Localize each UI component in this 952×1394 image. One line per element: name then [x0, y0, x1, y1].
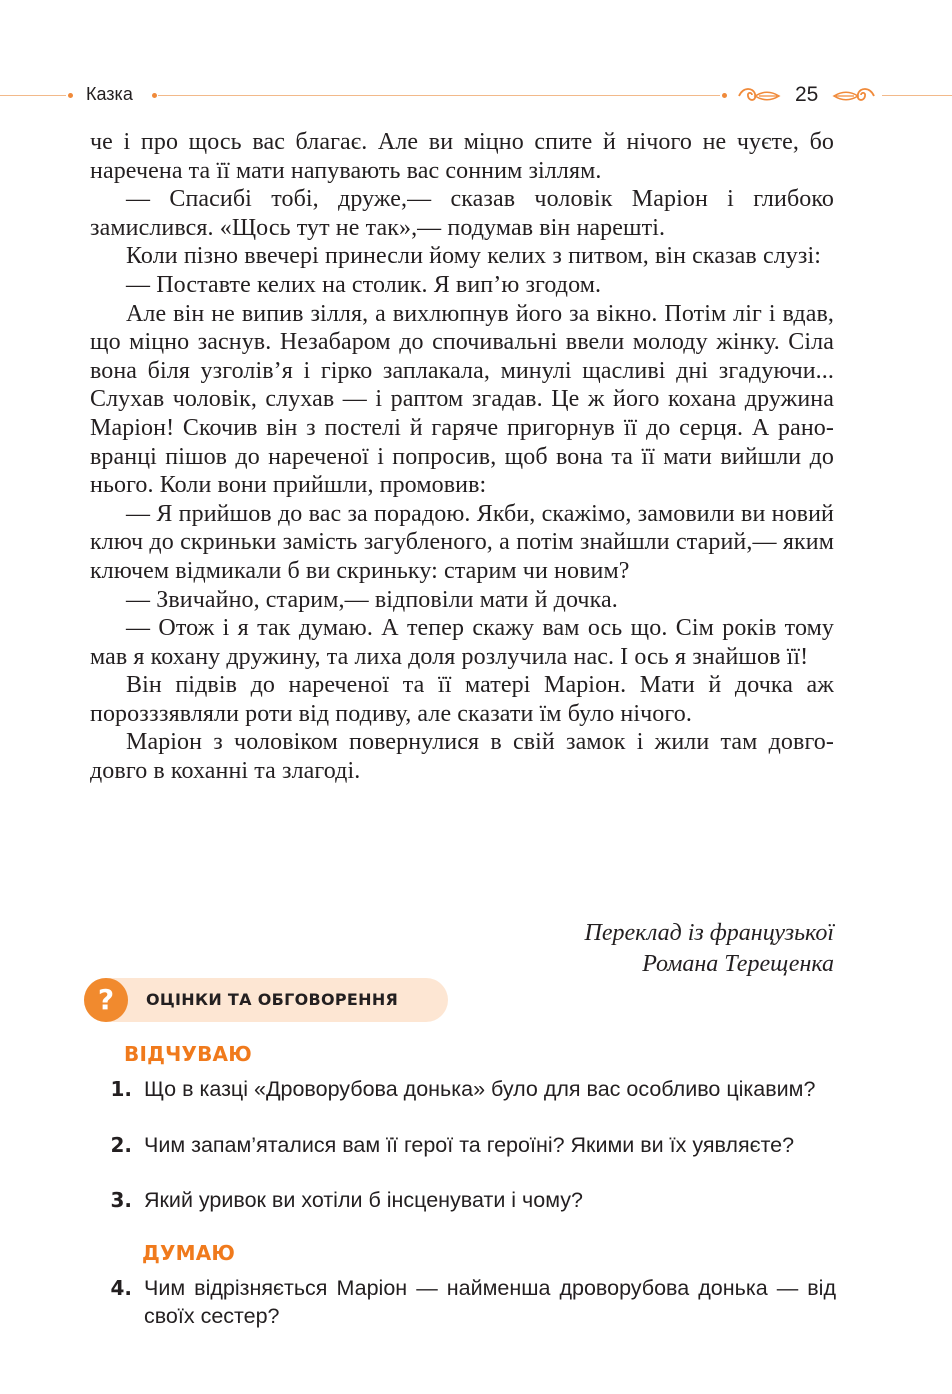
header-dot-left: [68, 93, 73, 98]
question-number: 3.: [110, 1188, 132, 1212]
question-item: [106, 1075, 836, 1103]
translation-credit: [584, 918, 834, 980]
translator-name: Романа Терещенка: [642, 951, 834, 977]
question-text: Чим запам’яталися вам її герої та героїні? Якими ви їх уявляєте?: [144, 1133, 795, 1157]
question-item: [106, 1274, 836, 1330]
story-paragraph: Маріон з чоловіком повернулися в свій замок і жили там довго-довго в коханні та злагоді.: [90, 729, 834, 785]
swirl-ornament-icon: [830, 84, 878, 108]
question-text: Що в казці «Дроворубова донька» було для вас особливо цікавим?: [144, 1077, 816, 1101]
subsection-title-feel: ВІДЧУВАЮ: [124, 1042, 252, 1066]
story-paragraph: Він підвів до нареченої та її матері Маріон. Мати й дочка аж порозззявляли роти від подиву, але сказати їм було нічого.: [90, 672, 834, 727]
header-dot-right: [722, 93, 727, 98]
swirl-ornament-icon: [735, 84, 783, 108]
question-item: [106, 1186, 836, 1214]
header-rule-left: [0, 95, 66, 96]
question-item: [106, 1131, 836, 1159]
page-number: 25: [795, 83, 819, 106]
question-number: 4.: [110, 1276, 132, 1300]
questions-section-title: ОЦІНКИ ТА ОБГОВОРЕННЯ: [146, 990, 399, 1009]
header-dot-middle: [152, 93, 157, 98]
question-number: 2.: [110, 1133, 132, 1157]
story-paragraph: Коли пізно ввечері принесли йому келих з питвом, він сказав слузі:: [126, 243, 821, 270]
story-paragraph: — Спасибі тобі, друже,— сказав чоловік Маріон і глибоко замислився. «Щось тут не так»,— подумав він нарешті.: [90, 186, 834, 241]
translation-credit-line: Переклад із французької: [584, 920, 834, 946]
question-number: 1.: [110, 1077, 132, 1101]
story-paragraph: — Я прийшов до вас за порадою. Якби, скажімо, замовили ви новий ключ до скриньки замість загубленого, а потім знайшли старий,— яким ключем відмикали б ви скриньку: старим чи новим?: [90, 500, 834, 584]
page-header: [0, 78, 952, 114]
story-paragraph: — Отож і я так думаю. А тепер скажу вам ось що. Сім років тому мав я кохану дружину, та лиха доля розлучила нас. І ось я знайшов її!: [90, 615, 834, 670]
question-mark-icon: ?: [84, 978, 128, 1022]
story-paragraph: Але він не випив зілля, а вихлюпнув його за вікно. Потім ліг і вдав, що міцно заснув. Незабаром до спочивальні ввели молоду жінку. Сіла вона біля узголів’я і гірко заплакала, минулі щасливі дні згадуючи... Слухав чоловік, слухав — і раптом згадав. Це ж його кохана дружина Маріон! Скочив він з постелі й гаряче пригорнув її до серця. А рано-вранці пішов до нареченої і попросив, щоб вона та її мати вийшли до нього. Коли вони прийшли, промовив:: [90, 300, 834, 499]
subsection-title-think: ДУМАЮ: [142, 1241, 236, 1265]
questions-banner: [84, 978, 448, 1022]
story-paragraph: че і про щось вас благає. Але ви міцно спите й нічого не чуєте, бо наречена та її мати напувають вас сонним зіллям.: [90, 129, 834, 184]
story-paragraph: — Поставте келих на столик. Я вип’ю згодом.: [126, 271, 602, 298]
story-paragraph: — Звичайно, старим,— відповіли мати й дочка.: [126, 586, 618, 613]
header-rule-middle: [158, 95, 720, 96]
story-text: [90, 128, 834, 786]
section-title: Казка: [86, 84, 133, 104]
question-text: Чим відрізняється Маріон — найменша дроворубова донька — від своїх сестер?: [144, 1276, 836, 1328]
header-rule-right: [882, 95, 952, 96]
question-text: Який уривок ви хотіли б інсценувати і чому?: [144, 1188, 583, 1212]
